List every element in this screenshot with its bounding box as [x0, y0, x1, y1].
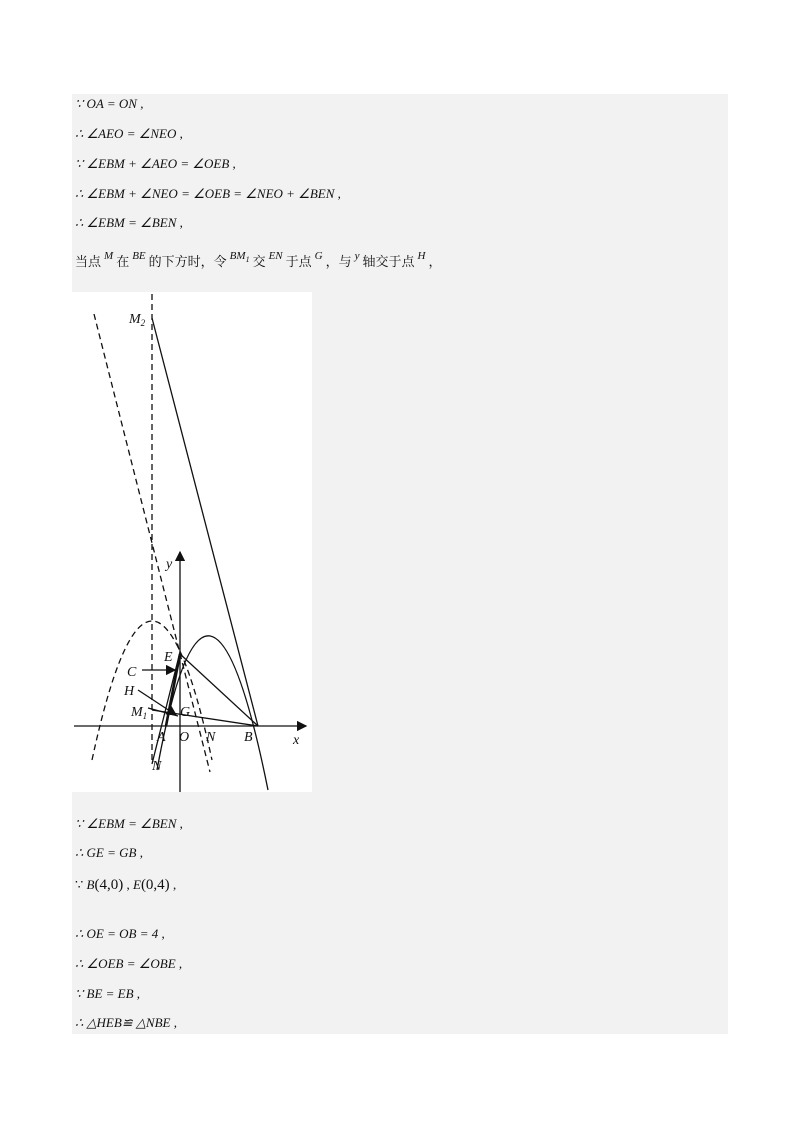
label-m1: $M_1$ [131, 705, 148, 721]
text-line: ∴ △HEB≌ △NBE , [75, 1015, 177, 1030]
separator: , [169, 877, 177, 892]
sentence-text: ， [428, 255, 442, 270]
coords-line [75, 877, 176, 893]
sentence-text: 在 [116, 255, 130, 270]
line-e-b [180, 654, 258, 726]
parabola-diagram [72, 292, 312, 792]
dashed-sloped-line [94, 314, 210, 772]
var-en: EN [268, 250, 283, 262]
sentence-text: 的下方时，令 [148, 255, 227, 270]
label-m2: $M_2$ [129, 312, 146, 328]
label-g: G [180, 705, 191, 720]
text-line: ∵ OA = ON , [75, 96, 144, 111]
sentence-text: 当点 [75, 255, 102, 270]
label-a: A [157, 730, 166, 745]
sentence-text: 于点 [285, 255, 312, 270]
sentence-text: ，与 [325, 255, 352, 270]
text-line: ∵ ∠EBM = ∠BEN , [75, 816, 183, 831]
label-h: H [124, 684, 135, 699]
text-line: ∴ OE = OB = 4 , [75, 926, 165, 941]
var-m: M [104, 250, 114, 262]
var-bm1 [230, 250, 250, 262]
label-n-axis: N [206, 730, 216, 745]
point-b: B [86, 877, 95, 892]
point-e: E [132, 877, 141, 892]
label-o: O [179, 730, 190, 745]
text-line: ∴ ∠OEB = ∠OBE , [75, 956, 183, 971]
text-line: ∴ ∠AEO = ∠NEO , [75, 126, 183, 141]
text-line: ∴ ∠EBM = ∠BEN , [75, 215, 183, 230]
var-be: BE [132, 250, 146, 262]
text-line: ∴ ∠EBM + ∠NEO = ∠OEB = ∠NEO + ∠BEN , [75, 186, 341, 201]
label-x: x [293, 733, 300, 748]
separator: , [123, 877, 133, 892]
sentence-text: 轴交于点 [362, 255, 415, 270]
label-y: y [166, 557, 173, 572]
var-y: y [354, 250, 360, 262]
label-b: B [244, 730, 253, 745]
label-n-bottom: N [152, 759, 162, 774]
label-e: E [164, 650, 173, 665]
text-line: ∵ BE = EB , [75, 986, 141, 1001]
point-b-coords: (4,0) [94, 877, 124, 893]
text-line: ∵ ∠EBM + ∠AEO = ∠OEB , [75, 156, 236, 171]
text-line: ∴ GE = GB , [75, 845, 143, 860]
var-h: H [417, 250, 426, 262]
var-bm1-sub: 1 [245, 255, 250, 264]
point-e-coords: (0,4) [140, 877, 170, 893]
condition-sentence [75, 250, 442, 272]
because-symbol: ∵ [75, 877, 84, 892]
sentence-text: 交 [252, 255, 266, 270]
var-bm1-main: BM [229, 250, 246, 262]
var-g: G [314, 250, 323, 262]
geometry-figure [72, 292, 312, 792]
label-c: C [127, 665, 137, 680]
